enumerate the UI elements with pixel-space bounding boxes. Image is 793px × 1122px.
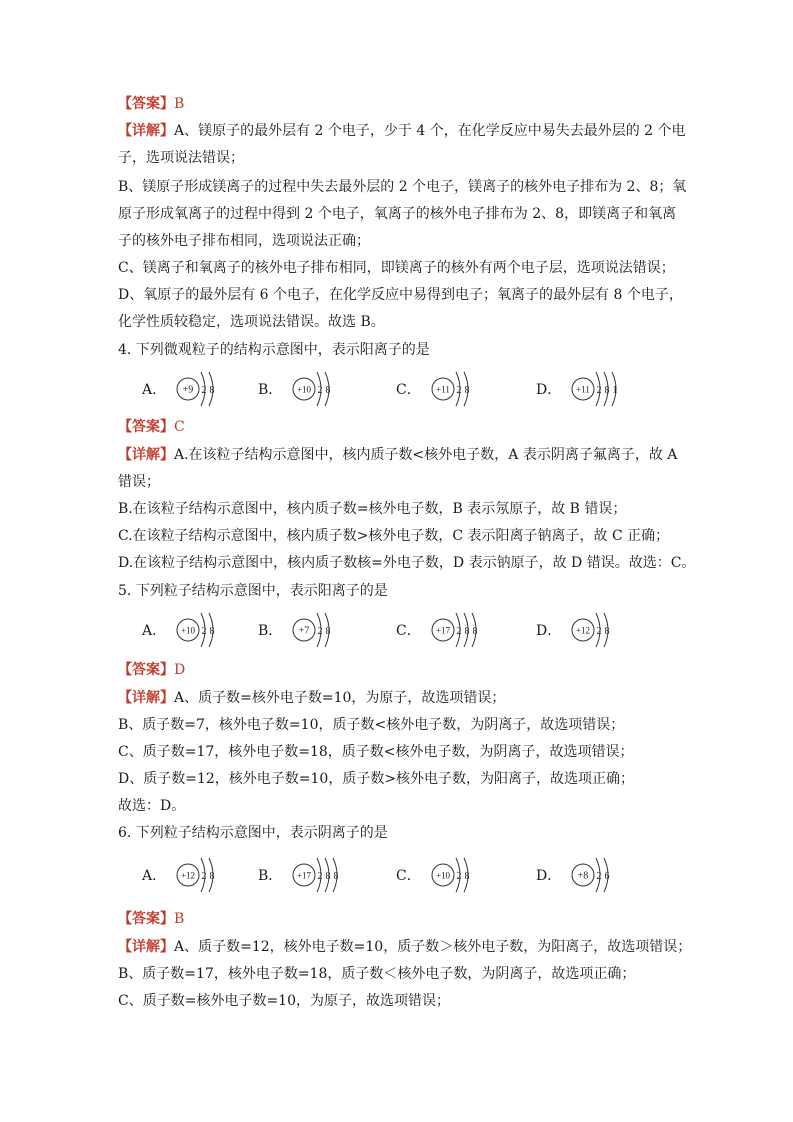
shell-electron-count: 6 (604, 871, 610, 882)
shell-electron-count: 8 (325, 626, 331, 637)
atom-diagram (174, 369, 223, 409)
option-letter: D． (536, 382, 562, 398)
q3-detail-line: 子，选项说法错误； (118, 150, 244, 166)
q4-detail-line: D.在该粒子结构示意图中，核内质子数核=外电子数，D 表示钠原子，故 D 错误。故选：C。 (118, 555, 696, 571)
option-letter: D． (536, 623, 562, 639)
shell-electron-count: 2 (201, 871, 207, 882)
option-letter: C． (396, 382, 421, 398)
option-letter: C． (396, 868, 421, 884)
nucleus-charge: +10 (297, 384, 312, 395)
q6-option-c (396, 855, 478, 895)
q6-detail-line: B、质子数=17，核外电子数=18，质子数＜核外电子数，为阴离子，故选项正确； (118, 966, 636, 982)
q5-option-c (396, 610, 486, 650)
answer-value: C (174, 419, 185, 435)
shell-electron-count: 8 (209, 871, 215, 882)
nucleus-charge: +8 (577, 870, 589, 882)
shell-electron-count: 8 (333, 871, 339, 882)
q3-answer (118, 94, 678, 114)
option-letter: B． (258, 623, 283, 639)
nucleus-charge: +17 (435, 625, 450, 636)
nucleus-charge: +9 (182, 384, 194, 396)
q3-detail-line: D、氧原子的最外层有 6 个电子，在化学反应中易得到电子；氧离子的最外层有 8 个电子， (118, 287, 683, 303)
atom-diagram (429, 369, 478, 409)
shell-electron-count: 8 (604, 385, 610, 396)
q5-answer (118, 660, 678, 680)
shell-electron-count: 2 (317, 385, 323, 396)
q3-detail-line: 原子形成氧离子的过程中得到 2 个电子，氧离子的核外电子排布为 2、8，即镁离子和氧离 (118, 206, 677, 222)
shell-electron-count: 2 (317, 626, 323, 637)
answer-value: B (174, 96, 185, 112)
atom-diagram (569, 369, 626, 409)
option-letter: A． (142, 868, 167, 884)
q4-detail-line: B.在该粒子结构示意图中，核内质子数=核外电子数，B 表示氖原子，故 B 错误； (118, 501, 627, 517)
shell-electron-count: 2 (596, 626, 602, 637)
shell-electron-count: 8 (464, 385, 470, 396)
atom-diagram (290, 369, 339, 409)
shell-electron-count: 8 (464, 626, 470, 637)
atom-diagram (290, 855, 347, 895)
shell-electron-count: 2 (456, 626, 462, 637)
detail-text: A、质子数=核外电子数=10，为原子，故选项错误； (174, 690, 506, 706)
atom-diagram (569, 610, 618, 650)
shell-electron-count: 8 (464, 871, 470, 882)
shell-electron-count: 2 (317, 871, 323, 882)
option-letter: A． (142, 382, 167, 398)
q4-answer (118, 417, 678, 437)
q6-option-a (142, 855, 223, 895)
option-letter: B． (258, 868, 283, 884)
shell-electron-count: 8 (325, 871, 331, 882)
q3-detail-line (118, 121, 686, 141)
shell-electron-count: 2 (201, 385, 207, 396)
detail-text: A、镁原子的最外层有 2 个电子，少于 4 个，在化学反应中易失去最外层的 2 个电 (174, 123, 686, 139)
option-letter: A． (142, 623, 167, 639)
q5-detail-line: D、质子数=12，核外电子数=10，质子数>核外电子数，为阳离子，故选项正确； (118, 771, 635, 787)
detail-tag: 【详解】 (118, 939, 174, 955)
answer-value: D (174, 662, 186, 678)
nucleus-charge: +11 (576, 384, 591, 395)
q6-option-d (536, 855, 618, 895)
atom-diagram (569, 855, 618, 895)
shell-electron-count: 1 (612, 385, 618, 396)
q4-option-c (396, 369, 478, 409)
atom-diagram (174, 855, 223, 895)
q3-detail-line: C、镁离子和氧离子的核外电子排布相同，即镁离子的核外有两个电子层，选项说法错误； (118, 260, 675, 276)
shell-electron-count: 8 (325, 385, 331, 396)
shell-electron-count: 8 (472, 626, 478, 637)
detail-tag: 【详解】 (118, 690, 174, 706)
q5-detail-line (118, 688, 678, 708)
q3-detail-line: 子的核外电子排布相同，选项说法正确； (118, 233, 370, 249)
nucleus-charge: +10 (181, 625, 196, 636)
shell-electron-count: 2 (456, 871, 462, 882)
nucleus-charge: +17 (297, 870, 312, 881)
q5-detail-line: B、质子数=7，核外电子数=10，质子数<核外电子数，为阴离子，故选项错误； (118, 717, 625, 733)
q3-detail-line: B、镁原子形成镁离子的过程中失去最外层的 2 个电子，镁离子的核外电子排布为 2、8；氧 (118, 179, 687, 195)
atom-diagram (174, 610, 223, 650)
nucleus-charge: +11 (435, 384, 450, 395)
nucleus-charge: +12 (181, 870, 196, 881)
shell-electron-count: 8 (209, 385, 215, 396)
q5-detail-line: C、质子数=17，核外电子数=18，质子数<核外电子数，为阴离子，故选项错误； (118, 744, 634, 760)
shell-electron-count: 2 (596, 871, 602, 882)
shell-electron-count: 8 (209, 626, 215, 637)
detail-tag: 【详解】 (118, 447, 174, 463)
answer-tag: 【答案】 (118, 419, 174, 435)
atom-diagram (429, 855, 478, 895)
shell-electron-count: 8 (604, 626, 610, 637)
q5-question: 5. 下列粒子结构示意图中，表示阳离子的是 (118, 583, 388, 599)
answer-value: B (174, 911, 185, 927)
detail-tag: 【详解】 (118, 123, 174, 139)
q6-detail-line: C、质子数=核外电子数=10，为原子，故选项错误； (118, 993, 450, 1009)
shell-electron-count: 2 (596, 385, 602, 396)
q4-detail-line: 错误； (118, 474, 160, 490)
nucleus-charge: +12 (576, 625, 591, 636)
option-letter: C． (396, 623, 421, 639)
detail-text: A、质子数=12，核外电子数=10，质子数＞核外电子数，为阳离子，故选项错误； (174, 939, 692, 955)
q4-question: 4. 下列微观粒子的结构示意图中，表示阳离子的是 (118, 342, 430, 358)
detail-text: A.在该粒子结构示意图中，核内质子数<核外电子数，A 表示阴离子氟离子，故 A (174, 447, 678, 463)
q6-question: 6. 下列粒子结构示意图中，表示阴离子的是 (118, 825, 388, 841)
nucleus-charge: +7 (298, 625, 310, 637)
q5-option-a (142, 610, 223, 650)
shell-electron-count: 2 (201, 626, 207, 637)
q5-option-d (536, 610, 618, 650)
answer-tag: 【答案】 (118, 911, 174, 927)
q4-detail-line: C.在该粒子结构示意图中，核内质子数>核外电子数，C 表示阳离子钠离子，故 C 正确； (118, 528, 670, 544)
atom-diagram (290, 610, 339, 650)
q3-detail-line: 化学性质较稳定，选项说法错误。故选 B。 (118, 314, 385, 330)
q4-option-b (258, 369, 339, 409)
option-letter: B． (258, 382, 283, 398)
q4-detail-line (118, 445, 678, 465)
atom-diagram (429, 610, 486, 650)
q6-option-b (258, 855, 347, 895)
q4-option-d (536, 369, 626, 409)
q6-detail-line (118, 937, 692, 957)
option-letter: D． (536, 868, 562, 884)
nucleus-charge: +10 (435, 870, 450, 881)
shell-electron-count: 2 (456, 385, 462, 396)
answer-tag: 【答案】 (118, 662, 174, 678)
answer-tag: 【答案】 (118, 96, 174, 112)
q5-detail-line: 故选：D。 (118, 798, 186, 814)
q6-answer (118, 909, 678, 929)
q4-option-a (142, 369, 223, 409)
q5-option-b (258, 610, 339, 650)
